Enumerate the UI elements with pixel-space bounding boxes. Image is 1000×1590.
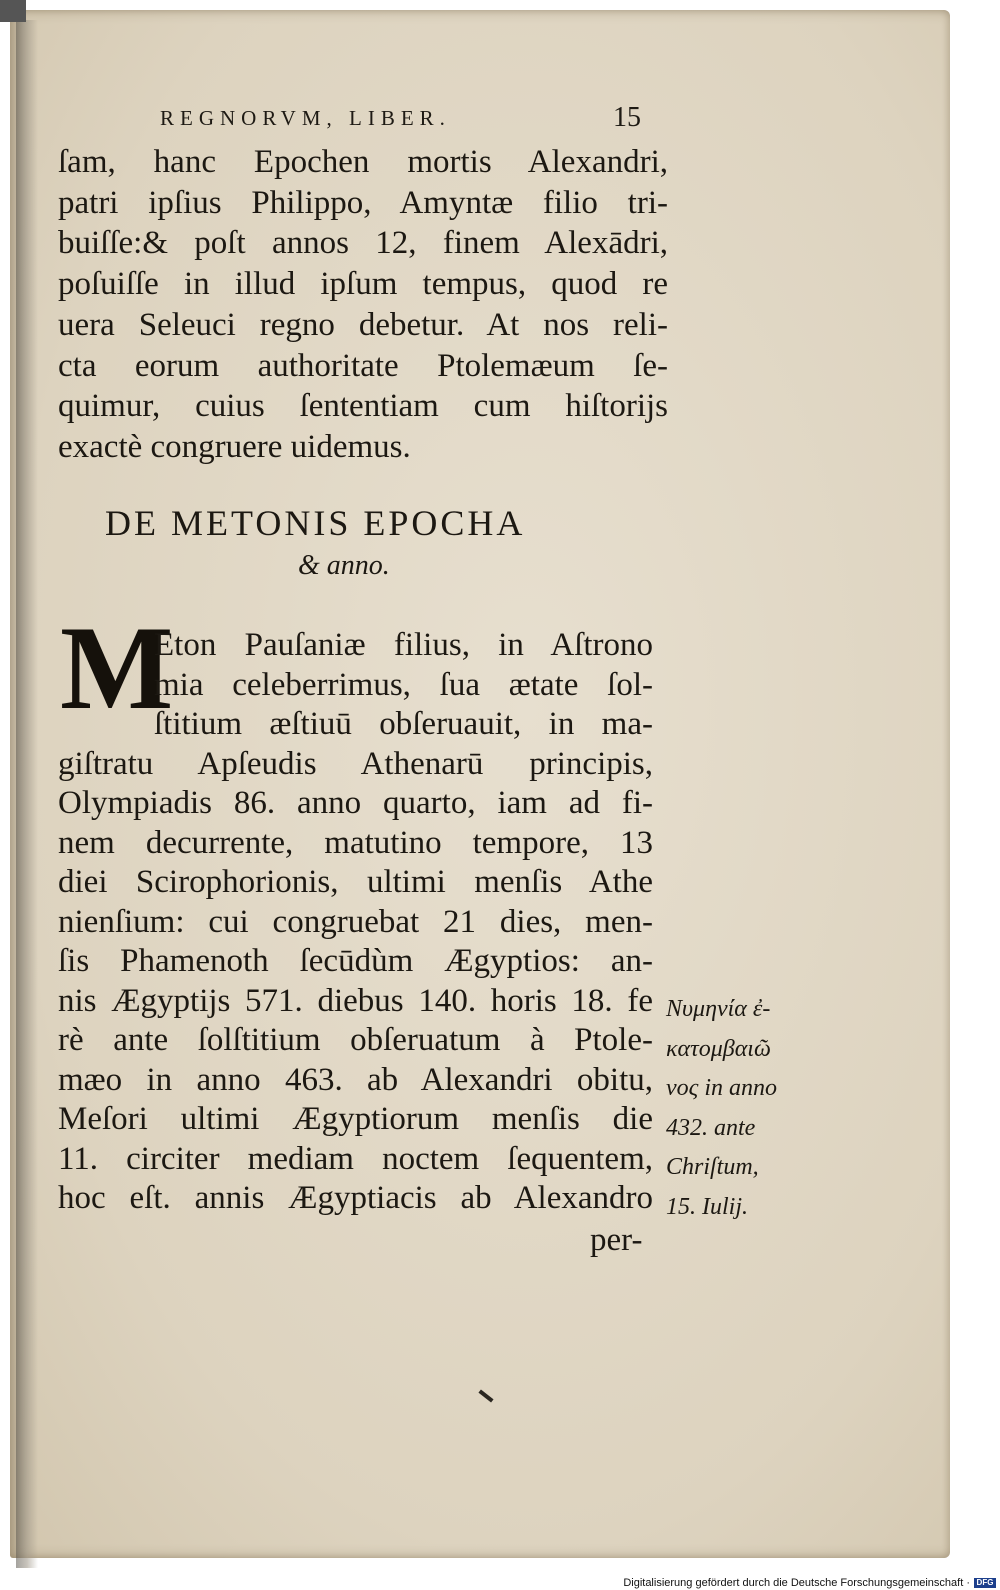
text-line: 11. circiter mediam noctem ſequentem, [58,1140,653,1177]
margin-note-line: Chriſtum, [666,1154,759,1180]
margin-note-line: κατομβαιῶ [666,1035,771,1062]
text-line: rè ante ſolſtitium obſeruatum à Ptole- [58,1022,653,1058]
page-number: 15 [613,102,641,133]
drop-cap: M [60,601,174,734]
body-paragraph [58,626,653,1219]
top-paragraph [58,142,668,468]
text-line: Meſori ultimi Ægyptiorum menſis die [58,1101,653,1137]
text-line: ſis Phamenoth ſecūdùm Ægyptios: an- [58,943,653,979]
margin-note-line: 432. ante [666,1114,756,1141]
text-line: uera Seleuci regno debetur. At nos reli- [58,306,668,343]
text-line: poſuiſſe in illud ipſum tempus, quod re [58,266,668,303]
text-line: nis Ægyptijs 571. diebus 140. horis 18. fe [58,982,653,1019]
text-line: ſtitium æſtiuū obſeruauit, in ma- [154,706,653,742]
funding-credit: Digitalisierung gefördert durch die Deutsche Forschungsgemeinschaft · [623,1577,970,1589]
text-line: exactè congruere uidemus. [58,428,411,465]
section-subheading: & anno. [298,550,390,581]
margin-note-line: νος in anno [666,1075,778,1101]
margin-note-line: Νυμηνία ἐ- [666,996,771,1022]
book-page [10,10,950,1558]
text-line: patri ipſius Philippo, Amyntæ filio tri- [58,184,668,221]
text-line: buiſſe:& poſt annos 12, finem Alexādri, [58,225,668,262]
ink-mark [478,1389,493,1402]
text-line: cta eorum authoritate Ptolemæum ſe- [58,347,668,384]
text-line: mæo in anno 463. ab Alexandri obitu, [58,1061,653,1098]
digitization-footer [0,1575,1000,1590]
text-line: hoc eſt. annis Ægyptiacis ab Alexandro [58,1180,653,1216]
running-head: REGNORVM, LIBER. [160,106,451,130]
page-gutter-shadow [16,20,38,1568]
text-line: ſam, hanc Epochen mortis Alexandri, [58,144,668,180]
text-line: quimur, cuius ſententiam cum hiſtorijs [58,388,668,425]
margin-note [666,990,816,1227]
text-line: Olympiadis 86. anno quarto, iam ad fi- [58,785,653,821]
text-line: Eton Pauſaniæ filius, in Aſtrono [154,627,653,663]
catchword: per- [590,1222,643,1258]
text-line: nem decurrente, matutino tempore, 13 [58,824,653,861]
scan-corner-mark [0,0,26,22]
margin-note-line: 15. Iulij. [666,1193,748,1220]
dfg-logo: DFG [974,1578,996,1588]
section-heading: DE METONIS EPOCHA [105,503,526,543]
text-line: diei Scirophorionis, ultimi menſis Athe [58,864,653,900]
text-line: nienſium: cui congruebat 21 dies, men- [58,903,653,940]
text-line: giſtratu Apſeudis Athenarū principis, [58,745,653,782]
text-line: mia celeberrimus, ſua ætate ſol- [154,666,653,703]
